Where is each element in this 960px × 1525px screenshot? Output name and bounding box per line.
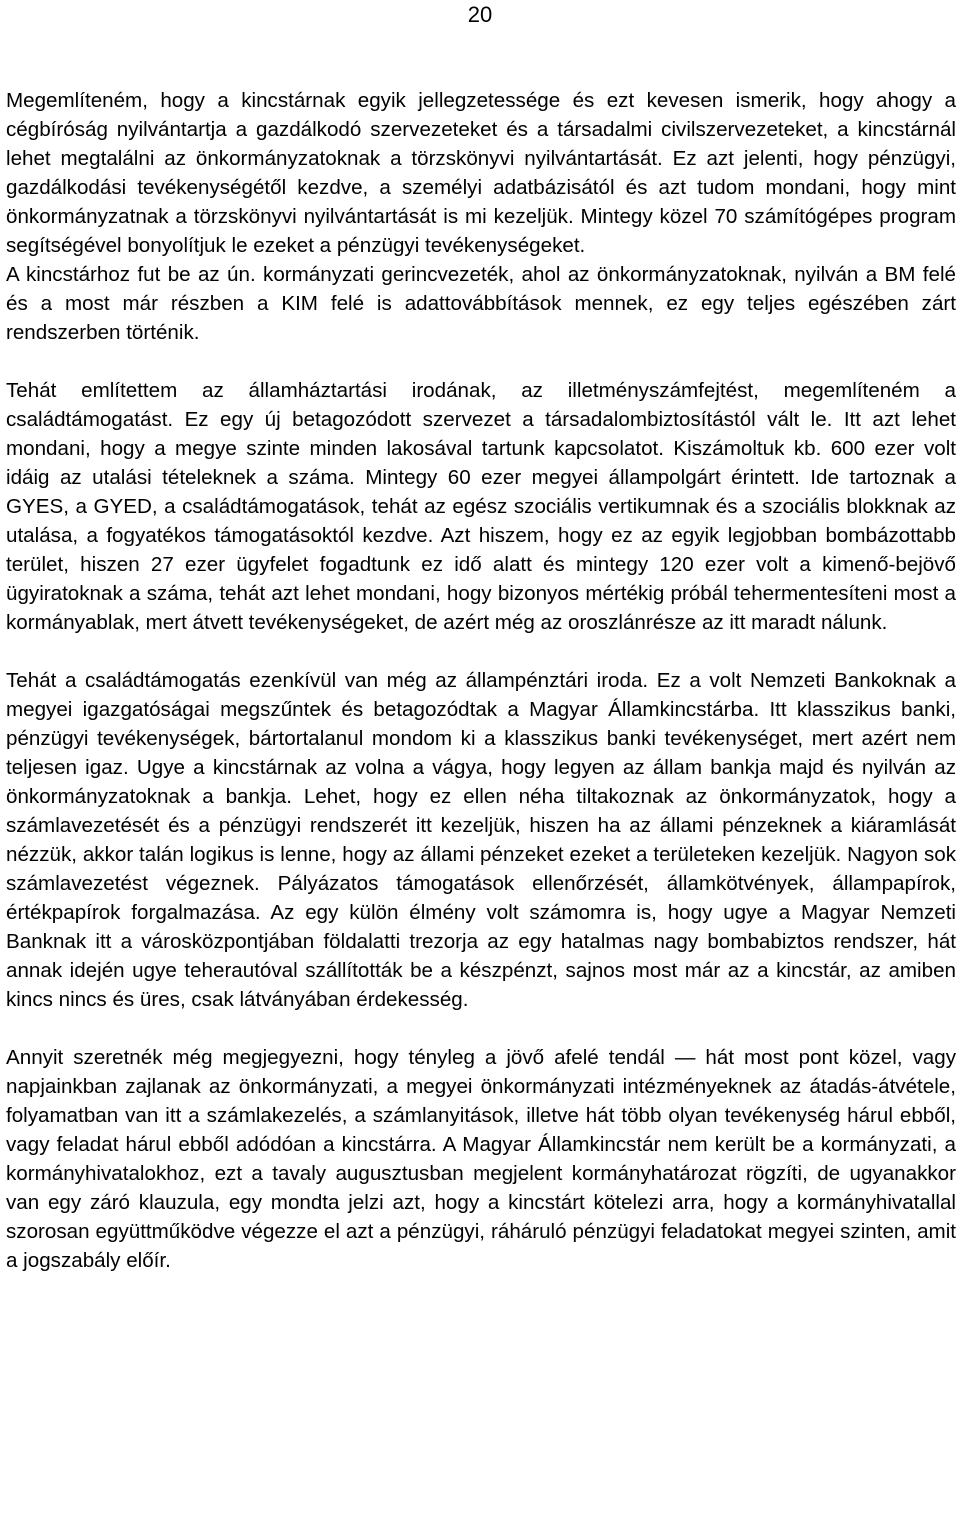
paragraph-spacer [6, 637, 956, 666]
paragraph-future-tasks: Annyit szeretnék még megjegyezni, hogy tényleg a jövő afelé tendál — hát most pont közel, vagy napjainkban zajlanak az önkormányzati, a megyei önkormányzati intézményeknek az átadás-átvétele, folyamatban van itt a számlakezelés, a számlanyitások, illetve hát több olyan tevékenység hárul ebből, vagy feladat hárul ebből adódóan a kincstárra. A Magyar Államkincstár nem került be a kormányzati, a kormányhivatalokhoz, ezt a tavaly augusztusban megjelent kormányhatározat rögzíti, de ugyanakkor van egy záró klauzula, egy mondta jelzi azt, hogy a kincstárt kötelezi arra, hogy a kormányhivatallal szorosan együttműködve végezze el azt a pénzügyi, ráháruló pénzügyi feladatokat megyei szinten, amit a jogszabály előír. [6, 1046, 956, 1272]
paragraph-government-backbone: A kincstárhoz fut be az ún. kormányzati gerincvezeték, ahol az önkormányzatoknak, nyilván a BM felé és a most már részben a KIM felé is adattovábbítások mennek, ez egy teljes egészében zárt rendszerben történik. [6, 263, 956, 344]
paragraph-spacer [6, 1014, 956, 1043]
document-body [6, 86, 956, 1275]
paragraph-state-treasury-office: Tehát a családtámogatás ezenkívül van még az állampénztári iroda. Ez a volt Nemzeti Bankoknak a megyei igazgatóságai megszűntek és betagozódtak a Magyar Államkincstárba. Itt klasszikus banki, pénzügyi tevékenységek, bártortalanul mondom ki a klasszikus banki tevékenységet, mert azért nem teljesen igaz. Ugye a kincstárnak az volna a vágya, hogy legyen az állam bankja majd és nyilván az önkormányzatoknak a bankja. Lehet, hogy ez ellen néha tiltakoznak az önkormányzatok, hogy a számlavezetését és a pénzügyi rendszerét itt kezeljük, hiszen ha az állami pénzeknek a kiáramlását nézzük, akkor talán logikus is lenne, hogy az állami pénzeket ezeket a területeken kezeljük. Nagyon sok számlavezetést végeznek. Pályázatos támogatások ellenőrzését, államkötvények, állampapírok, értékpapírok forgalmazása. Az egy külön élmény volt számomra is, hogy ugye a Magyar Nemzeti Banknak itt a városközpontjában földalatti trezorja az egy hatalmas nagy bombabiztos rendszer, hát annak idején ugye teherautóval szállították be a készpénzt, sajnos most már az a kincstár, az amiben kincs nincs és üres, csak látványában érdekesség. [6, 669, 956, 1011]
paragraph-family-support: Tehát említettem az államháztartási irodának, az illetményszámfejtést, megemlíteném a családtámogatást. Ez egy új betagozódott szervezet a társadalombiztosítástól vált le. Itt azt lehet mondani, hogy a megye szinte minden lakosával tartunk kapcsolatot. Kiszámoltuk kb. 600 ezer volt idáig az utalási tételeknek a száma. Mintegy 60 ezer megyei állampolgárt érintett. Ide tartoznak a GYES, a GYED, a családtámogatások, tehát az egész szociális vertikumnak és a szociális blokknak az utalása, a fogyatékos támogatásoktól kezdve. Azt hiszem, hogy ez az egyik legjobban bombázottabb terület, hiszen 27 ezer ügyfelet fogadtunk ez idő alatt és mintegy 120 ezer volt a kimenő-bejövő ügyiratoknak a száma, tehát azt lehet mondani, hogy bizonyos mértékig próbál tehermentesíteni most a kormányablak, mert átvett tevékenységeket, de azért még az oroszlánrésze az itt maradt nálunk. [6, 379, 956, 634]
page-number: 20 [467, 2, 493, 27]
paragraph-treasury-registry: Megemlíteném, hogy a kincstárnak egyik jellegzetessége és ezt kevesen ismerik, hogy ahogy a cégbíróság nyilvántartja a gazdálkodó szervezeteket és a társadalmi civilszervezeteket, a kincstárnál lehet megtalálni az önkormányzatoknak a törzskönyvi nyilvántartását. Ez azt jelenti, hogy pénzügyi, gazdálkodási tevékenységétől kezdve, a személyi adatbázisától és azt tudom mondani, hogy mint önkormányzatnak a törzskönyvi nyilvántartását is mi kezeljük. Mintegy közel 70 számítógépes program segítségével bonyolítjuk le ezeket a pénzügyi tevékenységeket. [6, 89, 956, 257]
paragraph-spacer [6, 347, 956, 376]
